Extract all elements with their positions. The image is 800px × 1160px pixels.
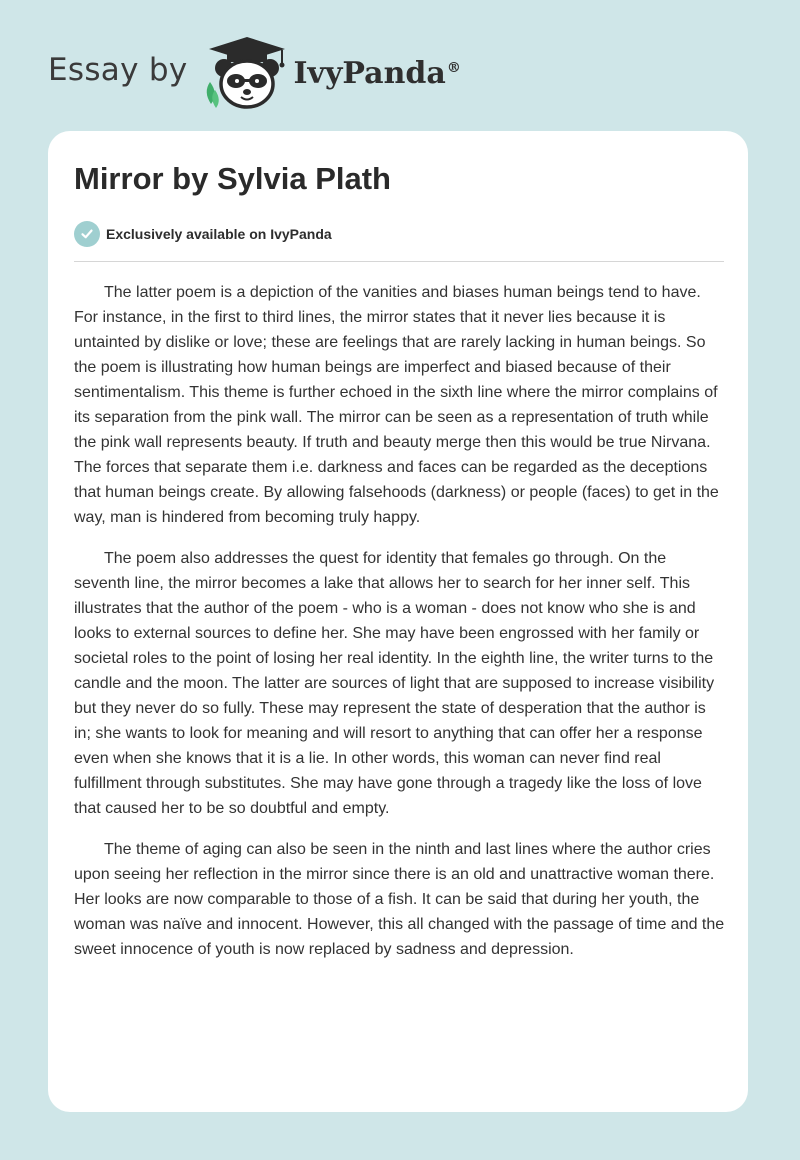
page-title: Mirror by Sylvia Plath xyxy=(74,161,391,196)
registered-mark: ® xyxy=(446,59,461,76)
badge-text: Exclusively available on IvyPanda xyxy=(106,226,332,242)
brand-name: IvyPanda® xyxy=(293,55,461,91)
exclusive-badge xyxy=(74,221,332,247)
brand-prefix: Essay by xyxy=(48,52,188,88)
divider xyxy=(74,261,724,262)
paragraph: The theme of aging can also be seen in the ninth and last lines where the author cries upon seeing her reflection in the mirror since there is an old and unattractive woman there. Her looks are now comparable to those of a fish. It can be said that during her youth, the woman was naïve and innocent. However, this all changed with the passage of time and the sweet innocence of youth is now replaced by sadness and depression. xyxy=(74,841,725,958)
brand-header[interactable] xyxy=(48,34,461,110)
essay-card xyxy=(48,131,748,1112)
check-icon xyxy=(74,221,100,247)
paragraph: The poem also addresses the quest for identity that females go through. On the seventh line, the mirror becomes a lake that allows her to search for her inner self. This illustrates that the author of the poem - who is a woman - does not know who she is and looks to external sources to define her. She may have been engrossed with her family or societal roles to the point of losing her real identity. In the eighth line, the writer turns to the candle and the moon. The latter are sources of light that are supposed to increase visibility but they never do so fully. These may represent the state of desperation that the author is in; she wants to look for meaning and will resort to anything that can offer her a response even when she knows that it is a lie. In other words, this woman can never find real fulfillment through substitutes. She may have gone through a tragedy like the loss of love that caused her to be so doubtful and empty. xyxy=(74,550,715,817)
essay-body xyxy=(74,280,726,978)
paragraph: The latter poem is a depiction of the vanities and biases human beings tend to have. For instance, in the first to third lines, the mirror states that it never lies because it is untainted by dislike or love; these are feelings that are rarely lacking in human beings. So the poem is illustrating how human beings are imperfect and biased because of their sentimentalism. This theme is further echoed in the sixth line where the mirror complains of its separation from the pink wall. The mirror can be seen as a representation of truth while the pink wall represents beauty. If truth and beauty merge then this would be true Nirvana. The forces that separate them i.e. darkness and faces can be regarded as the deceptions that human beings create. By allowing falsehoods (darkness) or people (faces) to get in the way, man is hindered from becoming truly happy. xyxy=(74,284,719,526)
panda-graduate-icon xyxy=(202,34,292,110)
